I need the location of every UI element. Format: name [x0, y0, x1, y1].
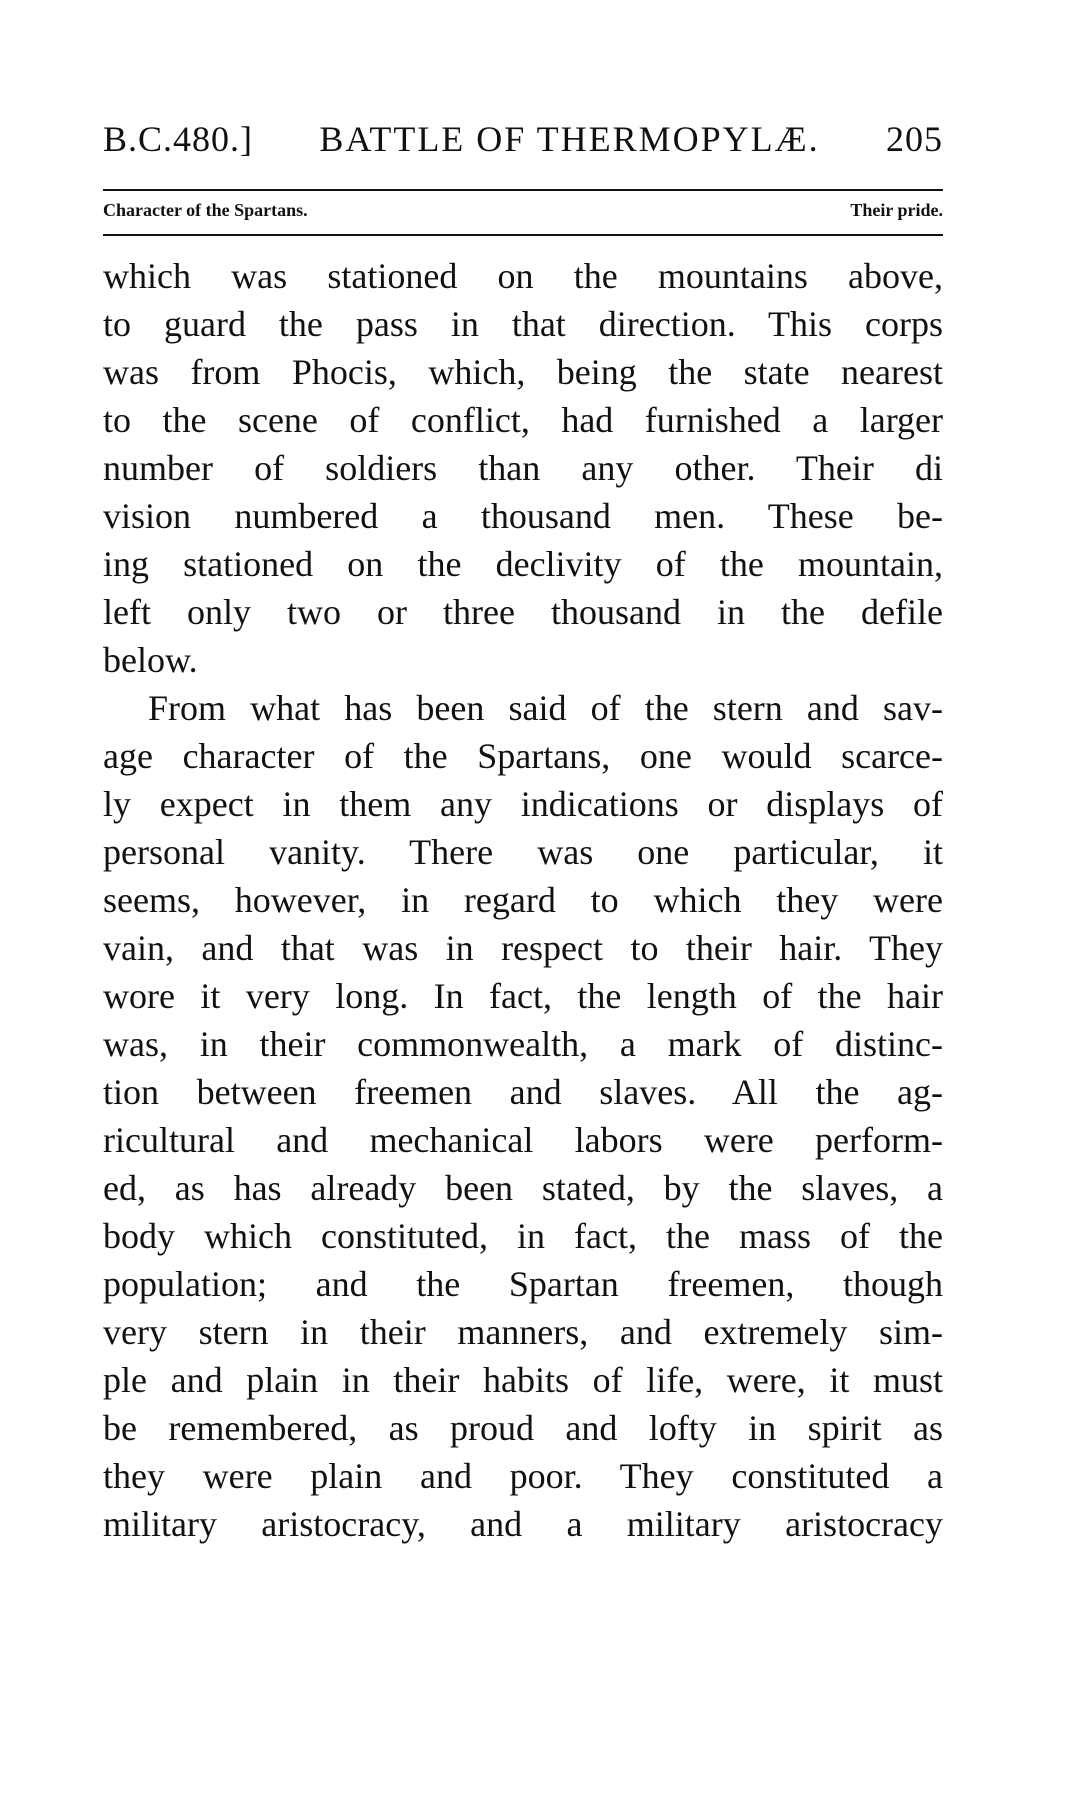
text-line: vision numbered a thousand men. These be-	[103, 496, 943, 536]
text-line: was from Phocis, which, being the state nearest	[103, 352, 943, 392]
text-line: wore it very long. In fact, the length of the hair	[103, 976, 943, 1016]
text-line: body which constituted, in fact, the mass of the	[103, 1216, 943, 1256]
text-line: which was stationed on the mountains above,	[103, 256, 943, 296]
marginal-subheads	[103, 200, 943, 221]
text-line: very stern in their manners, and extremely sim-	[103, 1312, 943, 1352]
text-line: to the scene of conflict, had furnished a larger	[103, 400, 943, 440]
running-title: BATTLE OF THERMOPYLÆ.	[319, 119, 820, 159]
text-line: vain, and that was in respect to their hair. They	[103, 928, 943, 968]
text-line: be remembered, as proud and lofty in spirit as	[103, 1408, 943, 1448]
text-line: number of soldiers than any other. Their di	[103, 448, 943, 488]
body-text	[103, 252, 943, 1548]
text-line: tion between freemen and slaves. All the ag-	[103, 1072, 943, 1112]
text-line: From what has been said of the stern and sav-	[148, 688, 943, 728]
text-line: was, in their commonwealth, a mark of distinc-	[103, 1024, 943, 1064]
text-line: ed, as has already been stated, by the slaves, a	[103, 1168, 943, 1208]
text-line: seems, however, in regard to which they were	[103, 880, 943, 920]
text-line: below.	[103, 640, 198, 680]
paragraph-1	[103, 252, 943, 684]
text-line: population; and the Spartan freemen, though	[103, 1264, 943, 1304]
text-line: ple and plain in their habits of life, were, it must	[103, 1360, 943, 1400]
text-line: ricultural and mechanical labors were perform-	[103, 1120, 943, 1160]
header-rule-top	[103, 189, 943, 191]
header-date: B.C.480.]	[103, 119, 254, 159]
running-header	[103, 118, 943, 160]
subhead-left: Character of the Spartans.	[103, 200, 308, 220]
text-line: they were plain and poor. They constituted a	[103, 1456, 943, 1496]
text-line: to guard the pass in that direction. This corps	[103, 304, 943, 344]
subhead-right: Their pride.	[850, 200, 943, 220]
text-line: ly expect in them any indications or displays of	[103, 784, 943, 824]
text-line: military aristocracy, and a military aristocracy	[103, 1504, 943, 1544]
header-rule-bottom	[103, 234, 943, 236]
page-number: 205	[885, 119, 943, 159]
text-line: age character of the Spartans, one would scarce-	[103, 736, 943, 776]
text-line: left only two or three thousand in the defile	[103, 592, 943, 632]
paragraph-2	[103, 684, 943, 1548]
text-line: ing stationed on the declivity of the mountain,	[103, 544, 943, 584]
text-line: personal vanity. There was one particular, it	[103, 832, 943, 872]
